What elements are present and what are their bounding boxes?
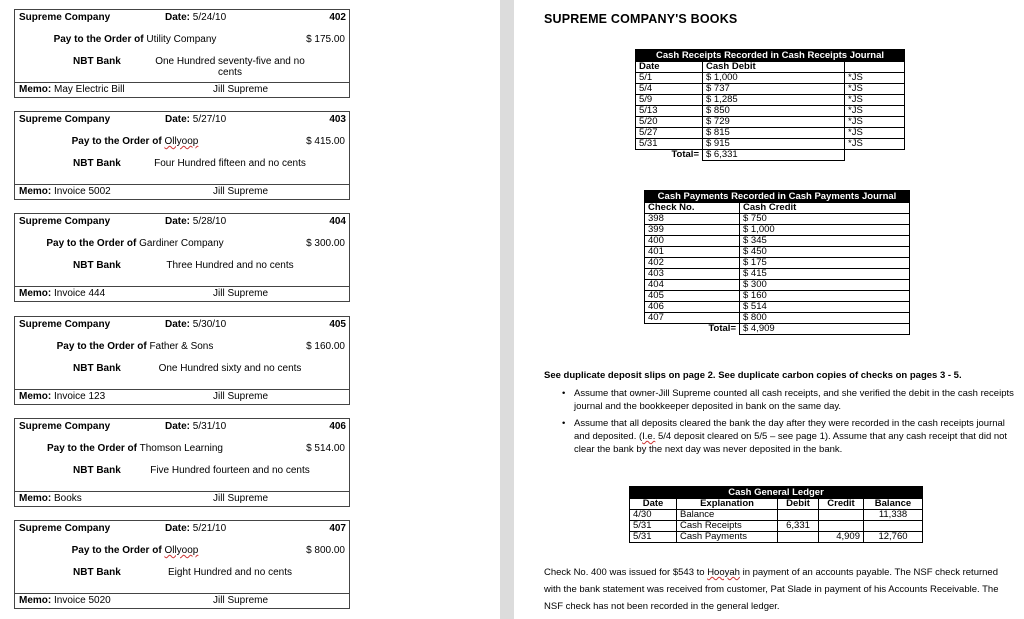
memo-label: Memo: xyxy=(19,493,52,504)
pay-label: Pay to the Order of xyxy=(56,341,147,352)
check xyxy=(14,213,350,302)
table-row xyxy=(645,269,910,280)
table-cell: *JS xyxy=(845,117,905,128)
memo-value: Invoice 5002 xyxy=(54,186,111,197)
check-payee: Ollyoop xyxy=(164,545,199,556)
final-note-a: Check No. 400 was issued for $543 to xyxy=(544,567,708,578)
table-cell: 406 xyxy=(645,302,740,313)
table-cell: $ 1,285 xyxy=(703,95,845,106)
table-cell: *JS xyxy=(845,128,905,139)
check-memo xyxy=(19,493,82,504)
check-pay-to xyxy=(15,34,255,45)
check xyxy=(14,520,350,609)
table-row xyxy=(645,302,910,313)
check-date xyxy=(165,319,226,330)
pay-label: Pay to the Order of xyxy=(46,238,137,249)
check-number: 406 xyxy=(329,421,346,432)
table-cell: 5/1 xyxy=(636,73,703,84)
table-row xyxy=(645,280,910,291)
table-cell: $ 815 xyxy=(703,128,845,139)
check-amount-words: One Hundred sixty and no cents xyxy=(158,363,302,374)
bullet-icon: • xyxy=(562,418,566,429)
table-cell: $ 800 xyxy=(740,313,910,324)
check-amount-words: Five Hundred fourteen and no cents xyxy=(150,465,310,476)
cash-general-ledger-table xyxy=(629,486,923,543)
table-row xyxy=(645,214,910,225)
table-caption: Cash Payments Recorded in Cash Payments Journal xyxy=(645,191,910,203)
check-memo xyxy=(19,84,125,95)
table-cell: 400 xyxy=(645,236,740,247)
date-value: 5/28/10 xyxy=(192,216,227,227)
check-signature: Jill Supreme xyxy=(213,391,269,402)
column-header: Debit xyxy=(778,499,819,510)
column-header: Balance xyxy=(864,499,923,510)
table-row xyxy=(630,510,923,521)
date-value: 5/30/10 xyxy=(192,319,227,330)
table-row xyxy=(636,84,905,95)
check-signature: Jill Supreme xyxy=(213,288,269,299)
list-item xyxy=(544,387,1014,413)
table-caption: Cash Receipts Recorded in Cash Receipts Journal xyxy=(636,50,905,62)
memo-value: Invoice 5020 xyxy=(54,595,111,606)
table-row xyxy=(645,236,910,247)
memo-label: Memo: xyxy=(19,84,52,95)
check-company: Supreme Company xyxy=(19,114,111,125)
check-amount-words: Eight Hundred and no cents xyxy=(168,567,292,578)
table-cell: 5/31 xyxy=(630,521,677,532)
table-cell: $ 345 xyxy=(740,236,910,247)
check-amount-words: Four Hundred fifteen and no cents xyxy=(154,158,306,169)
column-header: Explanation xyxy=(677,499,778,510)
check-company: Supreme Company xyxy=(19,12,111,23)
check xyxy=(14,111,350,200)
table-row xyxy=(636,139,905,150)
check-bank: NBT Bank xyxy=(73,363,121,374)
cash-payments-table xyxy=(644,190,910,335)
table-cell: 5/20 xyxy=(636,117,703,128)
table-cell: $ 415 xyxy=(740,269,910,280)
check-signature: Jill Supreme xyxy=(213,84,269,95)
column-header: Cash Credit xyxy=(740,203,910,214)
memo-label: Memo: xyxy=(19,391,52,402)
table-cell: 5/31 xyxy=(630,532,677,543)
date-label: Date: xyxy=(165,319,191,330)
table-cell: 6,331 xyxy=(778,521,819,532)
check-company: Supreme Company xyxy=(19,523,111,534)
table-cell: $ 1,000 xyxy=(740,225,910,236)
date-label: Date: xyxy=(165,12,191,23)
check-company: Supreme Company xyxy=(19,421,111,432)
date-label: Date: xyxy=(165,114,191,125)
check-pay-to xyxy=(15,443,255,454)
table-cell: $ 915 xyxy=(703,139,845,150)
check-payee: Gardiner Company xyxy=(139,238,224,249)
date-label: Date: xyxy=(165,421,191,432)
memo-label: Memo: xyxy=(19,288,52,299)
table-cell: $ 729 xyxy=(703,117,845,128)
check-company: Supreme Company xyxy=(19,216,111,227)
table-cell: 4/30 xyxy=(630,510,677,521)
table-cell: 403 xyxy=(645,269,740,280)
column-header: Check No. xyxy=(645,203,740,214)
table-cell: 5/9 xyxy=(636,95,703,106)
table-cell: 398 xyxy=(645,214,740,225)
check-date xyxy=(165,12,226,23)
table-cell xyxy=(778,532,819,543)
pay-label: Pay to the Order of xyxy=(46,443,137,454)
table-row xyxy=(636,106,905,117)
memo-value: Invoice 444 xyxy=(54,288,106,299)
check-amount: $ 415.00 xyxy=(306,136,345,147)
table-cell: $ 850 xyxy=(703,106,845,117)
total-value: $ 6,331 xyxy=(703,150,845,161)
table-cell: $ 750 xyxy=(740,214,910,225)
check-number: 403 xyxy=(329,114,346,125)
table-row xyxy=(645,313,910,324)
column-header xyxy=(845,62,905,73)
table-cell: $ 737 xyxy=(703,84,845,95)
table-cell xyxy=(819,521,864,532)
check-memo xyxy=(19,595,111,606)
check-memo xyxy=(19,186,111,197)
check-payee: Ollyoop xyxy=(164,136,199,147)
table-cell: *JS xyxy=(845,139,905,150)
table-cell: $ 1,000 xyxy=(703,73,845,84)
date-value: 5/31/10 xyxy=(192,421,227,432)
date-label: Date: xyxy=(165,523,191,534)
check-bank: NBT Bank xyxy=(73,158,121,169)
total-value: $ 4,909 xyxy=(740,324,910,335)
table-caption: Cash General Ledger xyxy=(630,487,923,499)
memo-value: Books xyxy=(54,493,82,504)
date-value: 5/21/10 xyxy=(192,523,227,534)
check-amount-words: One Hundred seventy-five and no cents xyxy=(155,56,305,78)
table-cell: 404 xyxy=(645,280,740,291)
left-page xyxy=(0,0,500,619)
check-payee: Utility Company xyxy=(146,34,217,45)
total-label: Total= xyxy=(708,323,736,335)
bullet-text-b: 5/4 deposit cleared on 5/5 – see page 1). Assume that any cash receipt that did not clear the bank by the next day was never deposited in the bank. xyxy=(574,431,1008,455)
table-row xyxy=(645,258,910,269)
check-date xyxy=(165,216,226,227)
table-cell: 402 xyxy=(645,258,740,269)
memo-value: Invoice 123 xyxy=(54,391,106,402)
table-cell: $ 450 xyxy=(740,247,910,258)
table-row xyxy=(630,532,923,543)
check-pay-to xyxy=(15,238,255,249)
total-label: Total= xyxy=(671,149,699,161)
final-note-payee: Hooyah xyxy=(707,567,740,578)
check-number: 404 xyxy=(329,216,346,227)
page-title: SUPREME COMPANY'S BOOKS xyxy=(544,12,738,26)
memo-value: May Electric Bill xyxy=(54,84,125,95)
table-cell: $ 300 xyxy=(740,280,910,291)
see-note: See duplicate deposit slips on page 2. See duplicate carbon copies of checks on pages 3 - 5. xyxy=(544,370,962,381)
table-cell xyxy=(778,510,819,521)
check-pay-to xyxy=(15,136,255,147)
date-value: 5/24/10 xyxy=(192,12,227,23)
table-row xyxy=(636,73,905,84)
table-cell: $ 160 xyxy=(740,291,910,302)
check-amount: $ 160.00 xyxy=(306,341,345,352)
check-number: 402 xyxy=(329,12,346,23)
table-cell: $ 175 xyxy=(740,258,910,269)
check xyxy=(14,418,350,507)
check-signature: Jill Supreme xyxy=(213,493,269,504)
table-row xyxy=(630,521,923,532)
check-amount: $ 300.00 xyxy=(306,238,345,249)
table-cell xyxy=(819,510,864,521)
table-cell: Balance xyxy=(677,510,778,521)
pay-label: Pay to the Order of xyxy=(71,545,162,556)
check-amount: $ 175.00 xyxy=(306,34,345,45)
table-cell: *JS xyxy=(845,84,905,95)
table-cell: $ 514 xyxy=(740,302,910,313)
date-value: 5/27/10 xyxy=(192,114,227,125)
check-number: 405 xyxy=(329,319,346,330)
check-date xyxy=(165,523,226,534)
check-amount: $ 800.00 xyxy=(306,545,345,556)
check xyxy=(14,9,350,98)
column-header: Date xyxy=(630,499,677,510)
table-cell: 5/31 xyxy=(636,139,703,150)
table-cell: 399 xyxy=(645,225,740,236)
table-cell: 5/27 xyxy=(636,128,703,139)
date-label: Date: xyxy=(165,216,191,227)
table-cell: *JS xyxy=(845,95,905,106)
bullet-text: Assume that owner-Jill Supreme counted all cash receipts, and she verified the debit in the cash receipts journal and the bookkeeper deposited in bank on the same day. xyxy=(574,388,1014,412)
check-amount: $ 514.00 xyxy=(306,443,345,454)
check-number: 407 xyxy=(329,523,346,534)
table-row xyxy=(645,247,910,258)
check-pay-to xyxy=(15,341,255,352)
check-date xyxy=(165,114,226,125)
table-cell: 5/4 xyxy=(636,84,703,95)
table-row xyxy=(636,95,905,106)
table-row xyxy=(645,225,910,236)
memo-label: Memo: xyxy=(19,186,52,197)
check-signature: Jill Supreme xyxy=(213,186,269,197)
table-cell: *JS xyxy=(845,106,905,117)
check-bank: NBT Bank xyxy=(73,465,121,476)
table-cell: Cash Payments xyxy=(677,532,778,543)
pay-label: Pay to the Order of xyxy=(71,136,162,147)
check-company: Supreme Company xyxy=(19,319,111,330)
table-cell: 405 xyxy=(645,291,740,302)
table-cell: 4,909 xyxy=(819,532,864,543)
column-header: Credit xyxy=(819,499,864,510)
assumptions-list xyxy=(544,387,1014,460)
check-bank: NBT Bank xyxy=(73,567,121,578)
table-cell: Cash Receipts xyxy=(677,521,778,532)
table-cell: *JS xyxy=(845,73,905,84)
table-cell: 12,760 xyxy=(864,532,923,543)
table-cell: 407 xyxy=(645,313,740,324)
check-date xyxy=(165,421,226,432)
bullet-text-a: Assume that all deposits cleared the bank the day after they were recorded in the cash receipts journal and deposited. ( xyxy=(574,418,1005,442)
table-cell xyxy=(864,521,923,532)
check-memo xyxy=(19,391,105,402)
check xyxy=(14,316,350,405)
check-bank: NBT Bank xyxy=(73,260,121,271)
check-memo xyxy=(19,288,105,299)
bullet-text-ie: I.e. xyxy=(642,431,656,442)
bullet-icon: • xyxy=(562,388,566,399)
check-payee: Father & Sons xyxy=(149,341,214,352)
cash-receipts-table xyxy=(635,49,905,161)
check-bank: NBT Bank xyxy=(73,56,121,67)
right-page xyxy=(514,0,1024,619)
check-pay-to xyxy=(15,545,255,556)
column-header: Cash Debit xyxy=(703,62,845,73)
pay-label: Pay to the Order of xyxy=(53,34,144,45)
check-payee: Thomson Learning xyxy=(139,443,223,454)
table-row xyxy=(645,291,910,302)
final-note xyxy=(544,564,1004,615)
check-signature: Jill Supreme xyxy=(213,595,269,606)
table-cell: 5/13 xyxy=(636,106,703,117)
list-item xyxy=(544,417,1014,456)
column-header: Date xyxy=(636,62,703,73)
table-row xyxy=(636,128,905,139)
final-note-b: in payment of an accounts payable. The NSF check returned with the bank statement was received from customer, Pat Slade in payment of his Accounts Receivable. The NSF check has not been recorded in the general ledger. xyxy=(544,567,999,612)
table-cell: 11,338 xyxy=(864,510,923,521)
memo-label: Memo: xyxy=(19,595,52,606)
table-row xyxy=(636,117,905,128)
check-amount-words: Three Hundred and no cents xyxy=(166,260,294,271)
table-cell: 401 xyxy=(645,247,740,258)
